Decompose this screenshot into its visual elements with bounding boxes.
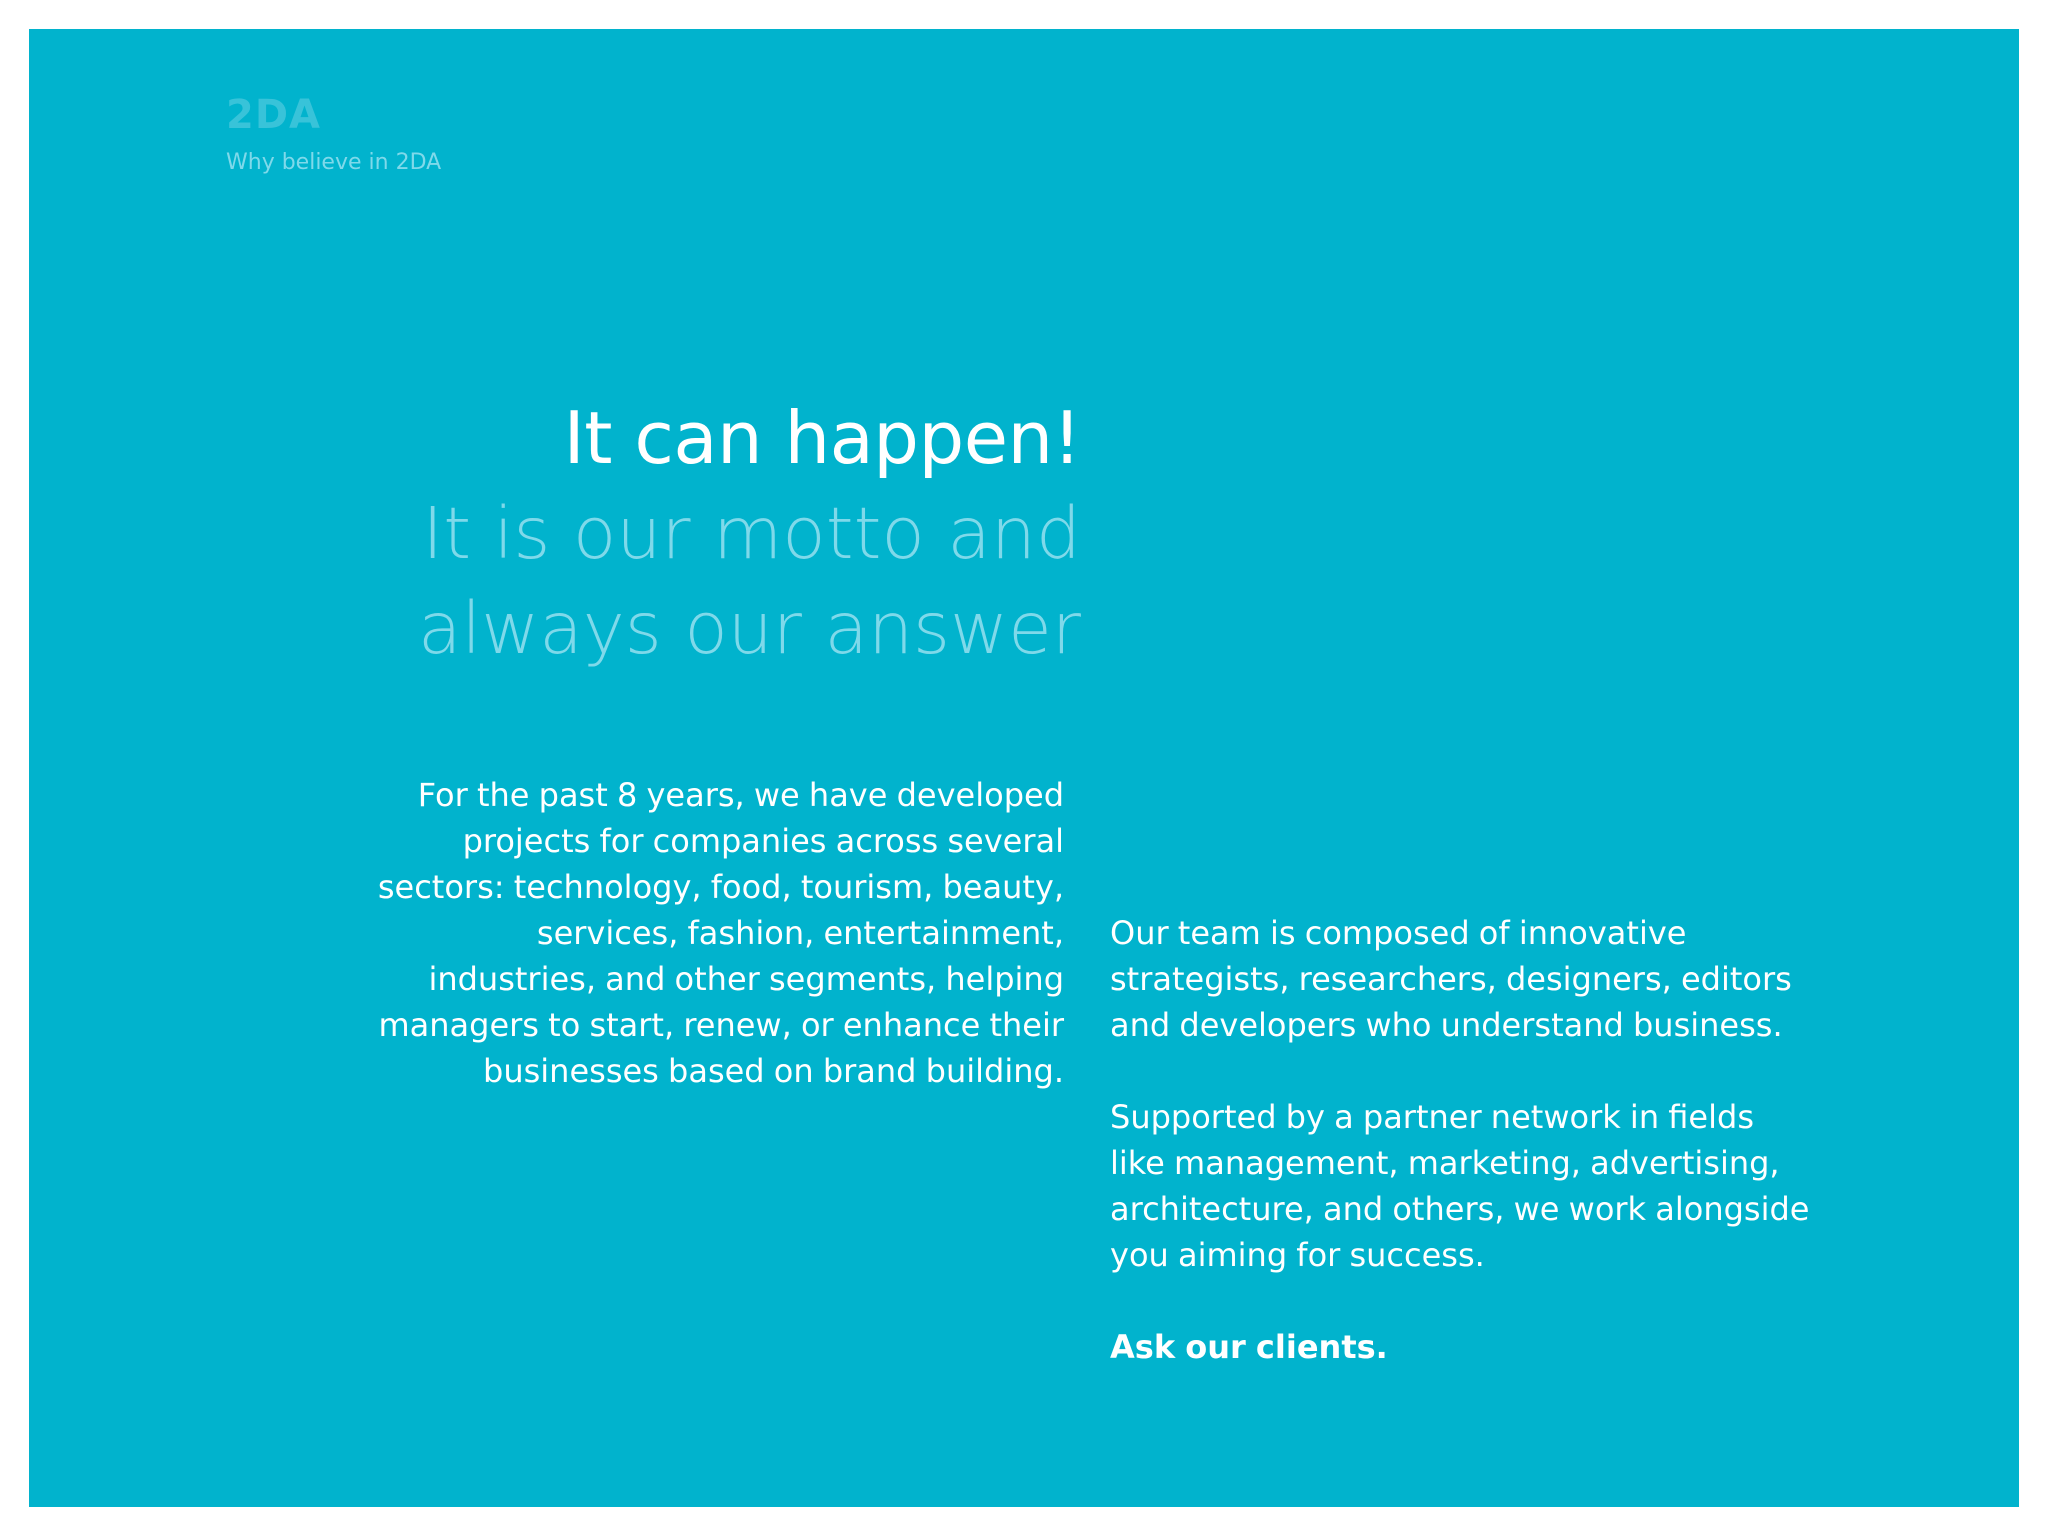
hero-motto-line-1: It is our motto and <box>422 492 1081 575</box>
hero-block <box>281 391 1081 676</box>
partner-paragraph: Supported by a partner network in fields like management, marketing, advertising, architecture, and others, we work alongside you aiming for success. <box>1110 1098 1810 1274</box>
hero-motto-line-2: always our answer <box>417 587 1081 670</box>
call-to-action: Ask our clients. <box>1110 1328 1388 1366</box>
hero-headline: It can happen! <box>563 396 1081 480</box>
paragraph-spacer <box>1110 1278 1810 1324</box>
paragraph-spacer <box>1110 1048 1810 1094</box>
team-column <box>1110 910 1810 1370</box>
brand-tagline: Why believe in 2DA <box>226 150 442 175</box>
slide-canvas <box>29 29 2019 1507</box>
team-paragraph: Our team is composed of innovative strategists, researchers, designers, editors and developers who understand business. <box>1110 914 1792 1044</box>
brand-logo: 2DA <box>226 92 321 138</box>
intro-paragraph: For the past 8 years, we have developed projects for companies across several sectors: technology, food, tourism, beauty, services, fashion, entertainment, industries, and other segments, helping managers to start, renew, or enhance their businesses based on brand building. <box>377 776 1064 1090</box>
